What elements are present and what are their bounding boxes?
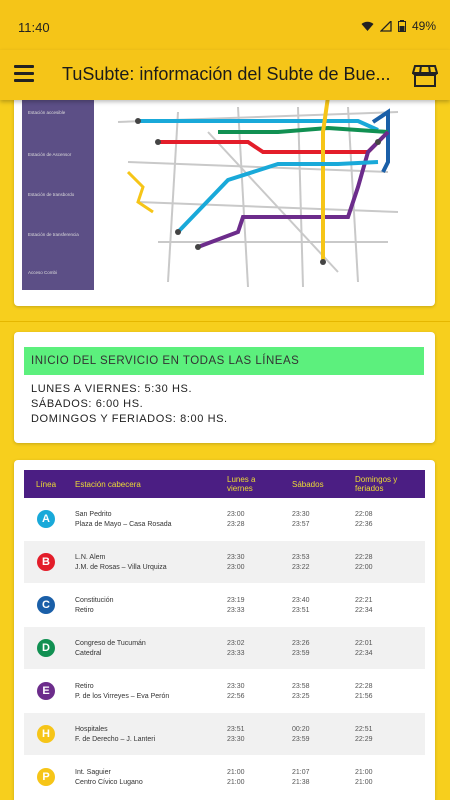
schedule-table-header [24, 470, 425, 498]
map-legend-item: Acceso Combi [28, 270, 58, 275]
time-value: 22:34 [355, 607, 373, 614]
saturday-last-times [292, 768, 310, 788]
page-title: TuSubte: información del Subte de Bue... [62, 64, 391, 84]
wifi-icon [361, 21, 374, 32]
sunday-last-times [355, 768, 373, 788]
time-value: 21:00 [355, 779, 373, 786]
time-value: 22:00 [355, 564, 373, 571]
weekday-last-times [227, 510, 245, 530]
status-bar [0, 0, 450, 50]
time-value: 21:00 [227, 769, 245, 776]
map-legend-item: Estación accesible [28, 110, 66, 115]
saturday-last-times [292, 596, 310, 616]
station-name: Retiro [75, 683, 94, 690]
time-value: 22:34 [355, 650, 373, 657]
time-value: 21:38 [292, 779, 310, 786]
time-value: 23:25 [292, 693, 310, 700]
sunday-last-times [355, 510, 373, 530]
time-value: 23:59 [292, 650, 310, 657]
time-value: 22:21 [355, 597, 373, 604]
schedule-row-line-c [24, 584, 425, 626]
status-time: 11:40 [18, 20, 50, 35]
service-start-times [31, 382, 228, 427]
service-time-saturdays: SÁBADOS: 6:00 HS. [31, 398, 144, 410]
sunday-last-times [355, 682, 373, 702]
station-name: P. de los Virreyes – Eva Perón [75, 693, 170, 700]
sunday-last-times [355, 596, 373, 616]
weekday-last-times [227, 553, 245, 573]
service-time-weekdays: LUNES A VIERNES: 5:30 HS. [31, 383, 193, 395]
schedule-row-line-b [24, 541, 425, 583]
station-name: F. de Derecho – J. Lanteri [75, 736, 156, 743]
time-value: 23:30 [227, 736, 245, 743]
map-legend-item: Estación de transferencia [28, 232, 79, 237]
map-legend [22, 100, 94, 290]
station-name: Congreso de Tucumán [75, 640, 146, 647]
schedule-table-card [14, 460, 435, 800]
station-name: Constitución [75, 597, 114, 604]
sunday-last-times [355, 639, 373, 659]
signal-icon [380, 21, 392, 32]
time-value: 23:30 [292, 511, 310, 518]
status-icons [361, 19, 436, 33]
station-name: Hospitales [75, 726, 108, 733]
station-name: Int. Saguier [75, 769, 111, 776]
time-value: 23:51 [292, 607, 310, 614]
menu-icon[interactable] [14, 65, 34, 85]
saturday-last-times [292, 553, 310, 573]
time-value: 22:51 [355, 726, 373, 733]
schedule-row-line-e [24, 670, 425, 712]
sunday-last-times [355, 725, 373, 745]
sunday-last-times [355, 553, 373, 573]
section-divider [0, 321, 450, 322]
weekday-last-times [227, 725, 245, 745]
station-name: San Pedrito [75, 511, 112, 518]
time-value: 23:57 [292, 521, 310, 528]
time-value: 23:30 [227, 554, 245, 561]
time-value: 23:53 [292, 554, 310, 561]
time-value: 23:00 [227, 564, 245, 571]
time-value: 23:58 [292, 683, 310, 690]
schedule-row-line-d [24, 627, 425, 669]
time-value: 23:30 [227, 683, 245, 690]
line-badge: C [37, 596, 55, 614]
subway-map [98, 100, 428, 292]
time-value: 23:51 [227, 726, 245, 733]
header-lunes-viernes: Lunes a viernes [227, 475, 256, 493]
header-linea: Línea [36, 480, 57, 489]
time-value: 22:36 [355, 521, 373, 528]
schedule-row-line-a [24, 498, 425, 540]
content [0, 100, 450, 800]
time-value: 23:26 [292, 640, 310, 647]
terminal-stations [75, 510, 172, 530]
map-legend-item: Estación de transbordo [28, 192, 75, 197]
time-value: 21:56 [355, 693, 373, 700]
station-name: Catedral [75, 650, 102, 657]
time-value: 22:56 [227, 693, 245, 700]
weekday-last-times [227, 596, 245, 616]
saturday-last-times [292, 510, 310, 530]
terminal-stations [75, 596, 114, 616]
terminal-stations [75, 639, 146, 659]
time-value: 21:00 [227, 779, 245, 786]
time-value: 22:29 [355, 736, 373, 743]
line-badge: E [37, 682, 55, 700]
time-value: 23:28 [227, 521, 245, 528]
line-badge: A [37, 510, 55, 528]
time-value: 00:20 [292, 726, 310, 733]
time-value: 22:08 [355, 511, 373, 518]
header-domingos: Domingos y feriados [355, 475, 398, 493]
line-badge: H [37, 725, 55, 743]
station-name: Plaza de Mayo – Casa Rosada [75, 521, 172, 528]
header-sabados: Sábados [292, 480, 324, 489]
terminal-stations [75, 553, 167, 573]
time-value: 23:22 [292, 564, 310, 571]
terminal-stations [75, 682, 169, 702]
station-name: L.N. Alem [75, 554, 106, 561]
time-value: 23:02 [227, 640, 245, 647]
time-value: 23:59 [292, 736, 310, 743]
line-badge: P [37, 768, 55, 786]
subway-map-card[interactable] [14, 100, 435, 306]
service-time-sundays: DOMINGOS Y FERIADOS: 8:00 HS. [31, 413, 228, 425]
header-estacion: Estación cabecera [75, 480, 141, 489]
station-name: Centro Cívico Lugano [75, 779, 143, 786]
time-value: 23:19 [227, 597, 245, 604]
service-start-header: INICIO DEL SERVICIO EN TODAS LAS LÍNEAS [24, 347, 424, 375]
saturday-last-times [292, 725, 310, 745]
saturday-last-times [292, 639, 310, 659]
store-icon[interactable] [412, 62, 438, 88]
weekday-last-times [227, 682, 245, 702]
weekday-last-times [227, 639, 245, 659]
time-value: 23:00 [227, 511, 245, 518]
station-name: J.M. de Rosas – Villa Urquiza [75, 564, 167, 571]
weekday-last-times [227, 768, 245, 788]
station-name: Retiro [75, 607, 94, 614]
schedule-row-line-h [24, 713, 425, 755]
service-start-card [14, 332, 435, 443]
time-value: 21:00 [355, 769, 373, 776]
app-bar [0, 50, 450, 100]
time-value: 22:28 [355, 554, 373, 561]
terminal-stations [75, 725, 155, 745]
map-legend-item: Estación de Ascensor [28, 152, 72, 157]
battery-percent: 49% [411, 19, 436, 33]
line-badge: D [37, 639, 55, 657]
time-value: 21:07 [292, 769, 310, 776]
schedule-row-line-p [24, 756, 425, 798]
time-value: 22:28 [355, 683, 373, 690]
time-value: 23:33 [227, 607, 245, 614]
terminal-stations [75, 768, 143, 788]
time-value: 23:40 [292, 597, 310, 604]
time-value: 23:33 [227, 650, 245, 657]
battery-icon [398, 20, 406, 32]
saturday-last-times [292, 682, 310, 702]
line-badge: B [37, 553, 55, 571]
time-value: 22:01 [355, 640, 373, 647]
